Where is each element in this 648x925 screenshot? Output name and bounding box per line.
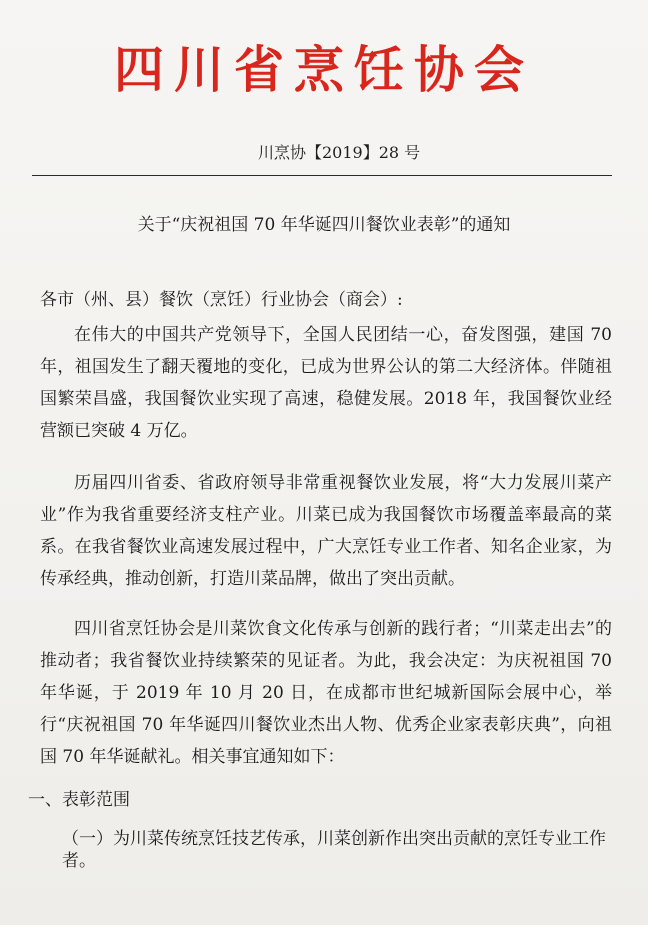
section-heading: 一、表彰范围 [28, 790, 130, 810]
body-paragraph-2: 历届四川省委、省政府领导非常重视餐饮业发展，将“大力发展川菜产业”作为我省重要经济支柱产业。川菜已成为我国餐饮市场覆盖率最高的菜系。在我省餐饮业高速发展过程中，广大烹饪专业工作者、知名企业家，为传承经典，推动创新，打造川菜品牌，做出了突出贡献。 [40, 473, 612, 589]
body-paragraph-1: 在伟大的中国共产党领导下，全国人民团结一心，奋发图强，建国 70 年，祖国发生了翻天覆地的变化，已成为世界公认的第二大经济体。伴随祖国繁荣昌盛，我国餐饮业实现了高速，稳健发展。2018 年，我国餐饮业经营额已突破 4 万亿。 [40, 325, 612, 441]
body-paragraph-3: 四川省烹饪协会是川菜饮食文化传承与创新的践行者；“川菜走出去”的推动者；我省餐饮业持续繁荣的见证者。为此，我会决定：为庆祝祖国 70 年华诞，于 2019 年 10 月 20 日，在成都市世纪城新国际会展中心，举行“庆祝祖国 70 年华诞四川餐饮业杰出人物、优秀企业家表彰庆典”，向祖国 70 年华诞献礼。相关事宜通知如下： [40, 619, 612, 767]
notice-title: 关于“庆祝祖国 70 年华诞四川餐饮业表彰”的通知 [137, 215, 511, 235]
header-divider [32, 175, 612, 176]
letterhead-organization-name: 四川省烹饪协会 [114, 40, 534, 99]
document-number: 川烹协【2019】28 号 [258, 143, 421, 162]
list-item: （一）为川菜传统烹饪技艺传承，川菜创新作出突出贡献的烹饪专业工作者。 [62, 829, 606, 871]
salutation: 各市（州、县）餐饮（烹饪）行业协会（商会）: [40, 290, 403, 310]
